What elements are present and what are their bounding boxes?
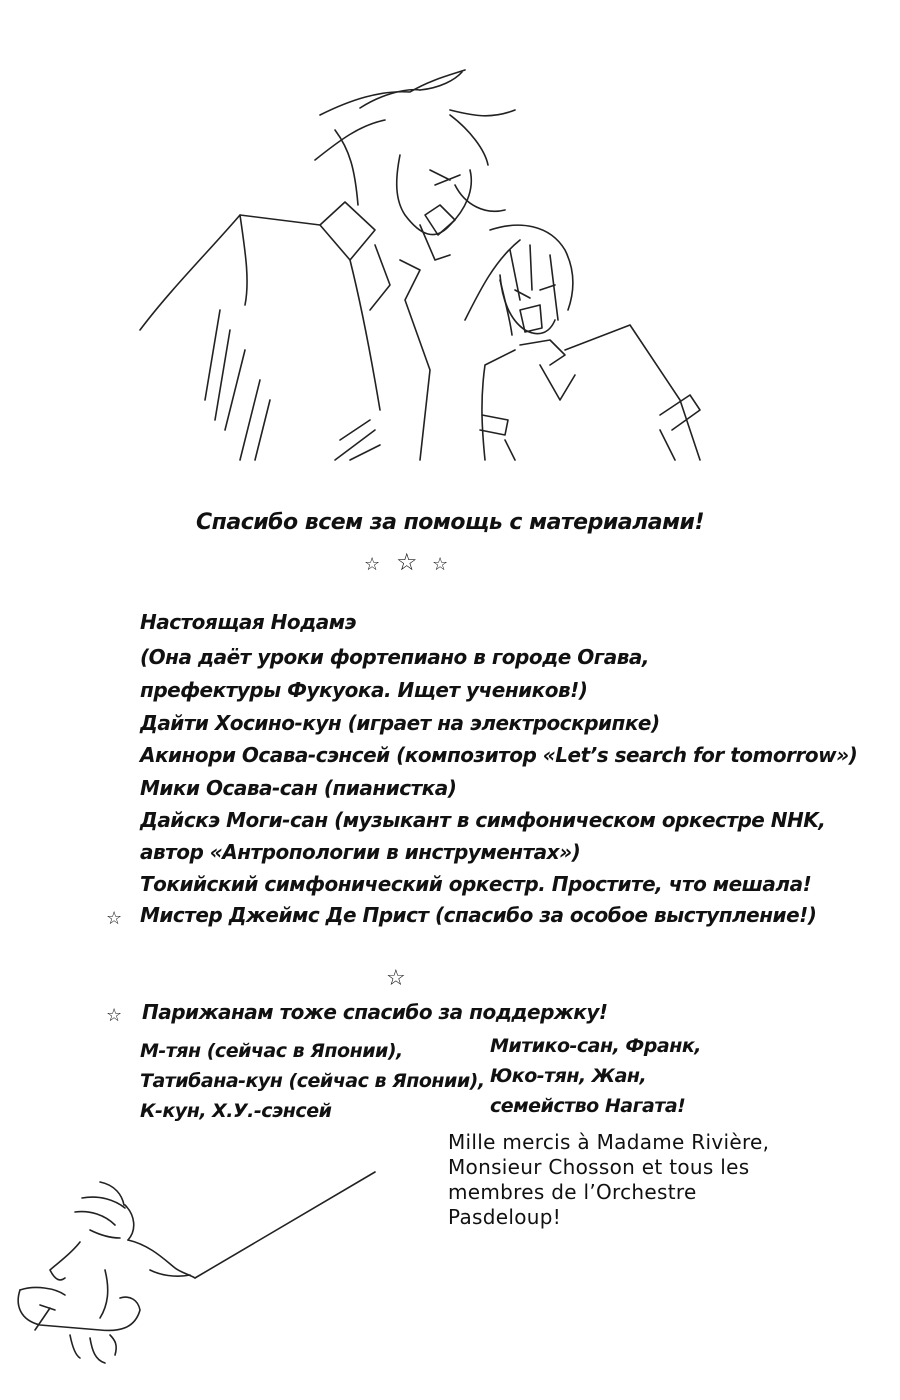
french-note	[448, 1130, 769, 1230]
french-note-line: Monsieur Chosson et tous les	[448, 1155, 750, 1179]
french-note-line: Pasdeloup!	[448, 1205, 562, 1229]
paris-name: семейство Нагата!	[490, 1095, 686, 1117]
paris-name: Татибана-кун (сейчас в Японии),	[140, 1070, 485, 1092]
credit-line: Дайти Хосино-кун (играет на электроскрипке)	[140, 711, 660, 735]
paris-name: Юко-тян, Жан,	[490, 1065, 647, 1087]
illustration-two-students	[120, 20, 760, 480]
credit-line: Дайскэ Моги-сан (музыкант в симфоническом оркестре NHK,	[140, 808, 826, 832]
thanks-heading: Спасибо всем за помощь с материалами!	[196, 510, 704, 535]
star-icon: ☆	[386, 966, 406, 991]
paris-heading: Парижанам тоже спасибо за поддержку!	[142, 1000, 608, 1024]
paris-name: М-тян (сейчас в Японии),	[140, 1040, 403, 1062]
star-icon: ☆	[396, 548, 418, 576]
star-icon: ☆	[364, 554, 381, 575]
credit-line: Мики Осава-сан (пианистка)	[140, 776, 457, 800]
credit-line: Мистер Джеймс Де Прист (спасибо за особое выступление!)	[140, 903, 817, 927]
star-icon: ☆	[106, 1005, 123, 1026]
credit-line: префектуры Фукуока. Ищет учеников!)	[140, 678, 588, 702]
credit-line: (Она даёт уроки фортепиано в городе Огава,	[140, 645, 649, 669]
paris-name: Митико-сан, Франк,	[490, 1035, 701, 1057]
star-icon: ☆	[432, 554, 449, 575]
french-note-line: membres de l’Orchestre	[448, 1180, 697, 1204]
credit-line: Токийский симфонический оркестр. Простите, что мешала!	[140, 872, 812, 896]
credit-line: автор «Антропологии в инструментах»)	[140, 840, 581, 864]
credit-line: Акинори Осава-сэнсей (композитор «Let’s search for tomorrow»)	[140, 743, 858, 767]
credit-line: Настоящая Нодамэ	[140, 610, 357, 634]
star-divider	[364, 548, 464, 578]
star-icon: ☆	[106, 908, 123, 929]
french-note-line: Mille mercis à Madame Rivière,	[448, 1130, 770, 1154]
illustration-conductor	[0, 1160, 400, 1390]
paris-name: К-кун, Х.У.-сэнсей	[140, 1100, 332, 1122]
